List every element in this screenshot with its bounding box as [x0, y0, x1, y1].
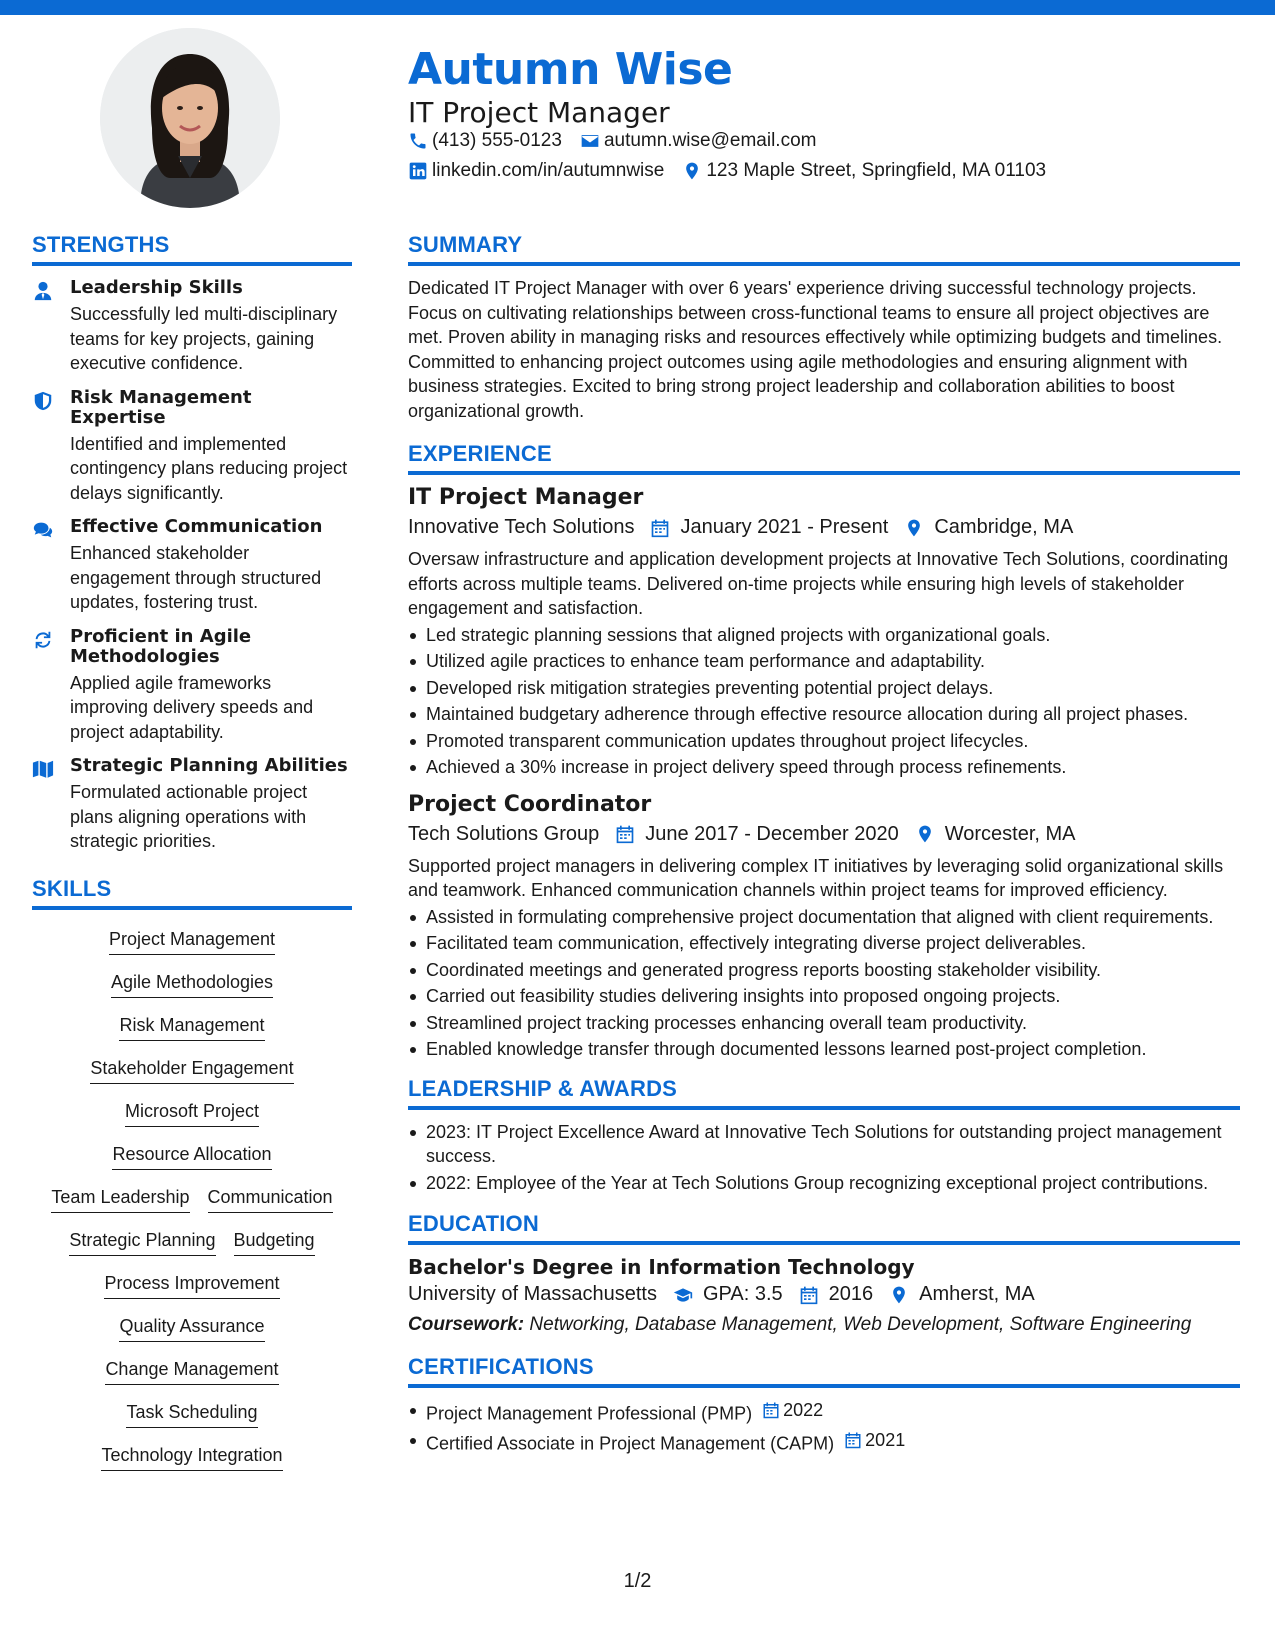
skill-tag: Agile Methodologies	[111, 971, 273, 998]
edu-gpa: GPA: 3.5	[702, 1283, 783, 1305]
skill-row	[32, 1315, 352, 1342]
skill-tag: Budgeting	[234, 1229, 315, 1256]
strength-item	[32, 517, 352, 615]
edu-coursework	[408, 1314, 1240, 1336]
user-tie-icon	[32, 280, 54, 302]
coursework-label: Coursework:	[408, 1314, 525, 1335]
strength-item	[32, 278, 352, 376]
address-text: 123 Maple Street, Springfield, MA 01103	[706, 160, 1047, 181]
cert-year: 2021	[865, 1429, 906, 1450]
awards-title: LEADERSHIP & AWARDS	[408, 1076, 1240, 1110]
calendar-icon	[615, 824, 635, 844]
job-meta	[408, 516, 1240, 539]
strength-desc: Applied agile frameworks improving delivery speeds and project adaptability.	[70, 672, 314, 742]
contact-linkedin[interactable]	[408, 160, 664, 182]
job-bullet: Promoted transparent communication updates throughout project lifecycles.	[408, 729, 1240, 754]
skills-title: SKILLS	[32, 876, 352, 910]
map-marker-icon	[904, 518, 924, 538]
cert-name: Project Management Professional (PMP)	[426, 1403, 753, 1424]
cert-item	[408, 1398, 1240, 1426]
linkedin-icon	[408, 161, 428, 181]
summary-text: Dedicated IT Project Manager with over 6 years' experience driving successful technology projects. Focus on cultivating relationships between cross-functional teams to ensure all project objectives are met. Proven ability in managing risks and resources effectively while optimizing budgets and timelines. Committed to enhancing project outcomes using agile methodologies and ensuring alignment with business strategies. Excited to bring strong project leadership and collaboration abilities to boost organizational growth.	[408, 278, 1223, 421]
job-bullet: Developed risk mitigation strategies preventing potential project delays.	[408, 676, 1240, 701]
cert-name: Certified Associate in Project Management (CAPM)	[426, 1433, 835, 1453]
edu-meta	[408, 1283, 1240, 1306]
job-bullets	[408, 623, 1240, 780]
skill-row	[32, 1186, 352, 1213]
skill-row	[32, 1358, 352, 1385]
job-company: Tech Solutions Group	[408, 822, 600, 845]
strength-desc: Enhanced stakeholder engagement through structured updates, fostering trust.	[70, 543, 322, 612]
job-bullets	[408, 905, 1240, 1062]
comments-icon	[32, 519, 54, 541]
summary-title: SUMMARY	[408, 232, 1240, 266]
skill-tag: Communication	[208, 1186, 333, 1213]
job-company: Innovative Tech Solutions	[408, 516, 635, 538]
skill-tag: Project Management	[109, 928, 275, 955]
left-column	[32, 232, 352, 1487]
strengths-list	[32, 278, 352, 854]
strength-title: Effective Communication	[70, 516, 323, 537]
email-text: autumn.wise@email.com	[603, 130, 817, 151]
map-marker-icon	[915, 824, 935, 844]
coursework-text: Networking, Database Management, Web Development, Software Engineering	[529, 1314, 1192, 1335]
awards-list	[408, 1120, 1240, 1196]
job-bullet: Assisted in formulating comprehensive project documentation that aligned with client requirements.	[408, 905, 1240, 930]
profile-photo-illustration	[100, 28, 280, 208]
shield-icon	[32, 390, 54, 412]
job-bullet: Coordinated meetings and generated progress reports boosting stakeholder visibility.	[408, 958, 1240, 983]
envelope-icon	[580, 131, 600, 151]
edu-degree: Bachelor's Degree in Information Technology	[408, 1255, 915, 1279]
contact-row-2	[408, 160, 1064, 182]
job-dates: June 2017 - December 2020	[645, 822, 899, 845]
job-bullet: Facilitated team communication, effectively integrating diverse project deliverables.	[408, 931, 1240, 956]
candidate-title: IT Project Manager	[408, 96, 670, 129]
job-entry	[408, 792, 1240, 1062]
strength-item	[32, 627, 352, 745]
job-bullet: Carried out feasibility studies delivering insights into proposed ongoing projects.	[408, 984, 1240, 1009]
skill-row	[32, 1143, 352, 1170]
job-dates: January 2021 - Present	[680, 516, 889, 538]
strength-title: Risk Management Expertise	[70, 386, 252, 428]
skill-row	[32, 1229, 352, 1256]
right-column	[408, 232, 1240, 1458]
job-description: Supported project managers in delivering complex IT initiatives by leveraging solid organizational skills and teamwork. Enhanced communication channels within project teams for improved efficiency.	[408, 855, 1224, 900]
job-bullet: Utilized agile practices to enhance team performance and adaptability.	[408, 649, 1240, 674]
strength-item	[32, 756, 352, 854]
education-title: EDUCATION	[408, 1211, 1240, 1245]
strength-desc: Successfully led multi-disciplinary teams for key projects, gaining executive confidence.	[70, 304, 338, 373]
calendar-icon	[650, 518, 670, 538]
strength-title: Leadership Skills	[70, 277, 243, 298]
graduation-cap-icon	[673, 1285, 693, 1305]
phone-icon	[408, 131, 428, 151]
top-accent-bar	[0, 0, 1275, 15]
strengths-title: STRENGTHS	[32, 232, 352, 266]
skill-tag: Process Improvement	[104, 1272, 279, 1299]
edu-school: University of Massachusetts	[408, 1283, 657, 1305]
job-description: Oversaw infrastructure and application development projects at Innovative Tech Solutions, coordinating efforts across multiple teams. Delivered on-time projects while ensuring high levels of stakeholder engagement and satisfaction.	[408, 549, 1229, 618]
map-marker-icon	[682, 161, 702, 181]
certifications-title: CERTIFICATIONS	[408, 1354, 1240, 1388]
award-item: 2022: Employee of the Year at Tech Solutions Group recognizing exceptional project contributions.	[408, 1171, 1240, 1196]
edu-year: 2016	[828, 1283, 874, 1305]
skill-tag: Technology Integration	[101, 1444, 282, 1471]
skill-row	[32, 1401, 352, 1428]
map-marker-icon	[889, 1285, 909, 1305]
page-number: 1/2	[623, 1570, 652, 1592]
skill-row	[32, 928, 352, 955]
calendar-icon	[799, 1285, 819, 1305]
candidate-name: Autumn Wise	[408, 44, 733, 95]
award-item: 2023: IT Project Excellence Award at Innovative Tech Solutions for outstanding project management success.	[408, 1120, 1240, 1169]
contact-row-1	[408, 130, 834, 152]
skill-tag: Risk Management	[119, 1014, 264, 1041]
skill-tag: Stakeholder Engagement	[90, 1057, 293, 1084]
contact-email[interactable]	[580, 130, 817, 152]
job-bullet: Achieved a 30% increase in project delivery speed through process refinements.	[408, 755, 1240, 780]
skill-row	[32, 1444, 352, 1471]
job-location: Cambridge, MA	[934, 516, 1074, 538]
edu-location: Amherst, MA	[919, 1283, 1035, 1305]
job-bullet: Streamlined project tracking processes enhancing overall team productivity.	[408, 1011, 1240, 1036]
skill-tag: Change Management	[105, 1358, 278, 1385]
skill-row	[32, 1057, 352, 1084]
linkedin-text: linkedin.com/in/autumnwise	[432, 160, 665, 181]
job-role: IT Project Manager	[408, 485, 644, 510]
contact-address	[682, 160, 1046, 182]
certifications-list	[408, 1398, 1240, 1456]
skill-tag: Task Scheduling	[126, 1401, 257, 1428]
cert-item	[408, 1428, 1240, 1456]
skill-tag: Quality Assurance	[119, 1315, 264, 1342]
skill-tag: Resource Allocation	[112, 1143, 271, 1170]
job-bullet: Enabled knowledge transfer through documented lessons learned post-project completion.	[408, 1037, 1240, 1062]
skill-tag: Team Leadership	[51, 1186, 189, 1213]
cert-year: 2022	[783, 1400, 824, 1420]
skill-row	[32, 1014, 352, 1041]
skill-tag: Microsoft Project	[125, 1100, 259, 1127]
skill-row	[32, 1272, 352, 1299]
strength-title: Strategic Planning Abilities	[70, 755, 348, 776]
skills-list	[32, 928, 352, 1471]
skill-tag: Strategic Planning	[69, 1229, 215, 1256]
strength-desc: Formulated actionable project plans aligning operations with strategic priorities.	[70, 782, 308, 851]
job-meta	[408, 823, 1240, 846]
experience-title: EXPERIENCE	[408, 441, 1240, 475]
skill-row	[32, 1100, 352, 1127]
job-role: Project Coordinator	[408, 791, 652, 817]
job-bullet: Led strategic planning sessions that aligned projects with organizational goals.	[408, 623, 1240, 648]
contact-phone[interactable]	[408, 130, 562, 152]
skill-row	[32, 971, 352, 998]
job-entry	[408, 485, 1240, 780]
phone-text: (413) 555-0123	[432, 130, 562, 151]
strength-title: Proficient in Agile Methodologies	[70, 625, 252, 667]
map-icon	[32, 758, 54, 780]
job-bullet: Maintained budgetary adherence through effective resource allocation during all project phases.	[408, 702, 1240, 727]
calendar-icon	[762, 1401, 780, 1419]
strength-desc: Identified and implemented contingency plans reducing project delays significantly.	[70, 433, 348, 503]
strength-item	[32, 388, 352, 506]
profile-photo	[100, 28, 280, 208]
sync-icon	[32, 629, 54, 651]
calendar-icon	[844, 1431, 862, 1449]
job-location: Worcester, MA	[944, 822, 1076, 845]
